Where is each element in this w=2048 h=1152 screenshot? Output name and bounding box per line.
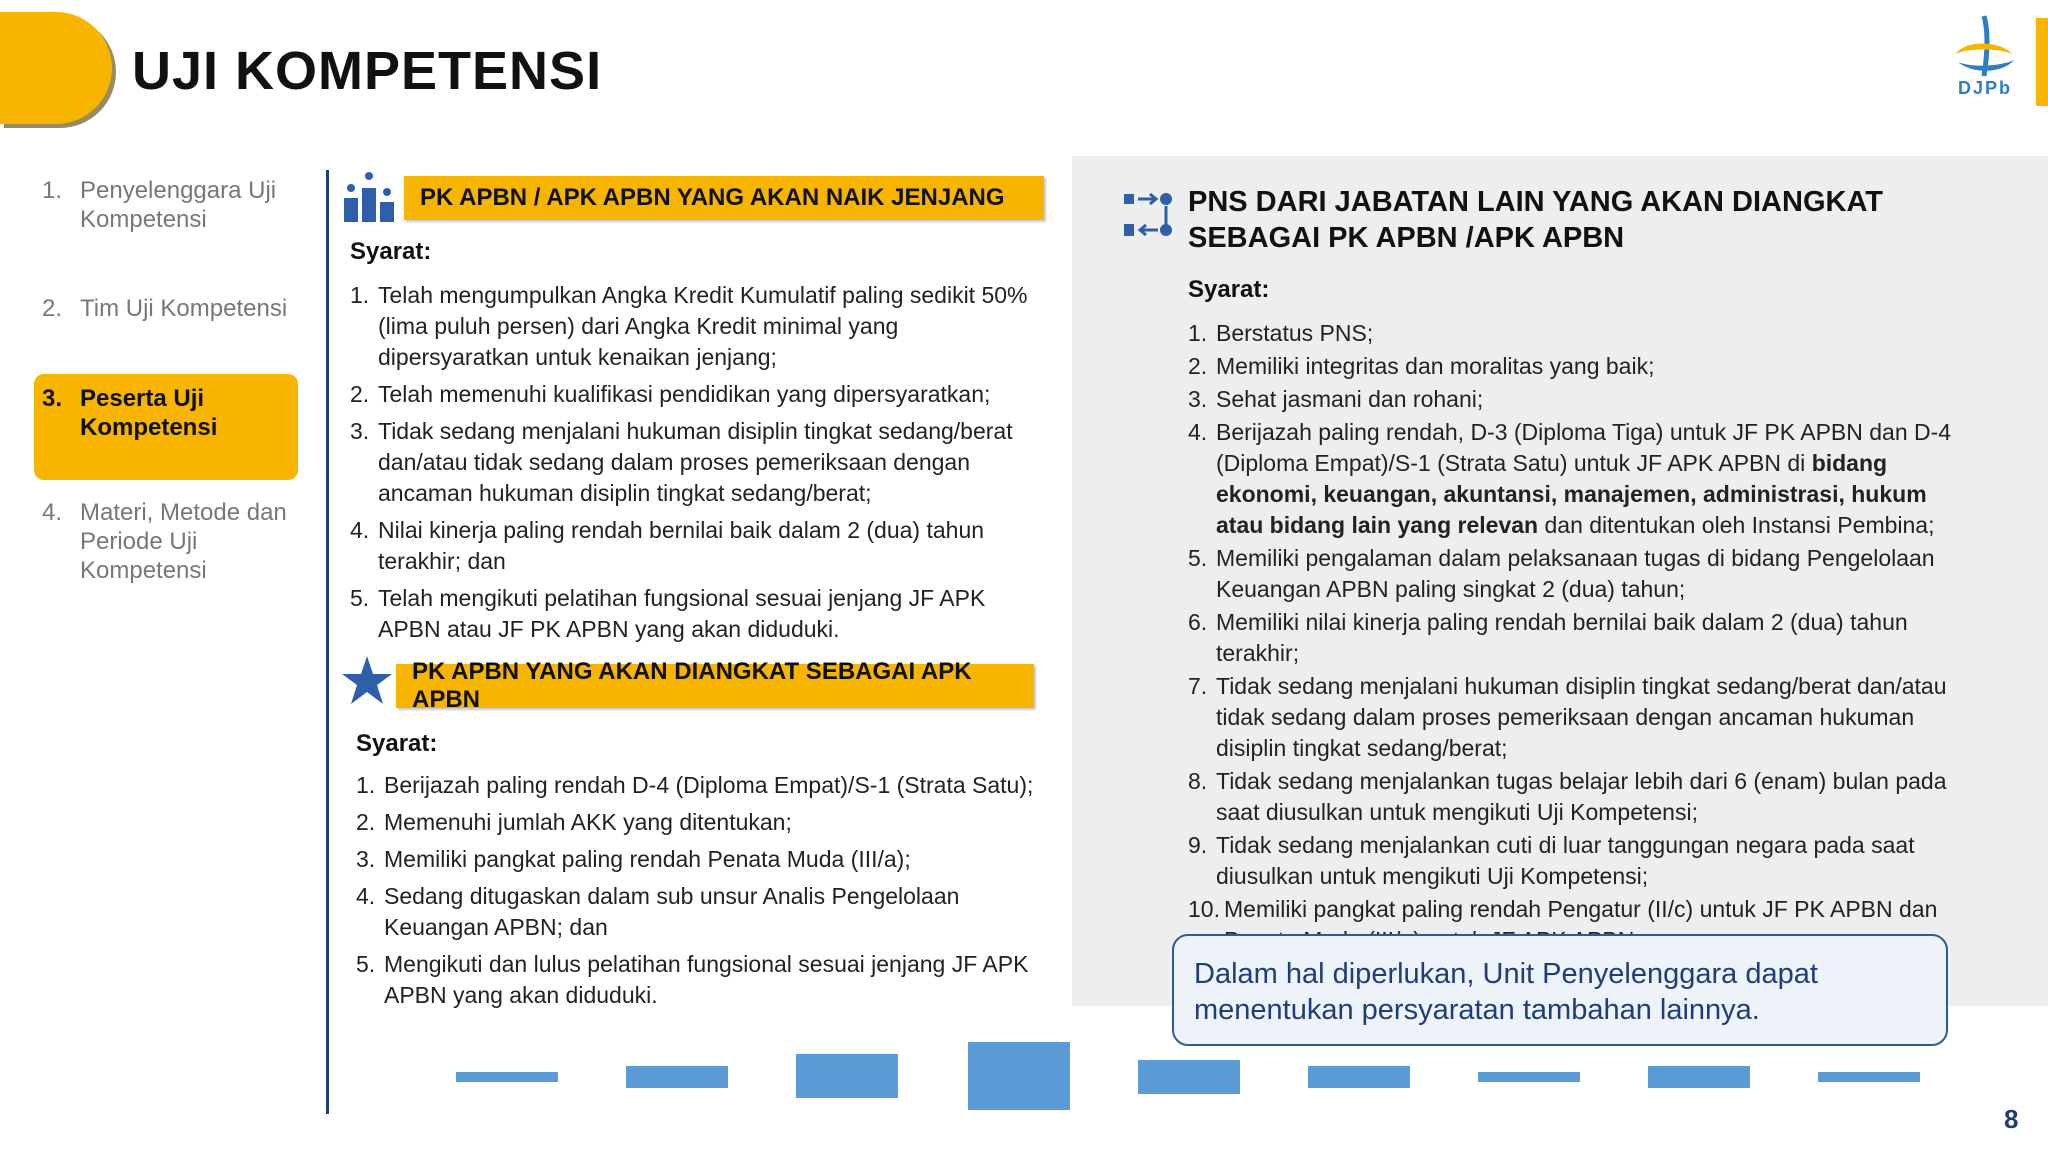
decorative-bar	[1138, 1060, 1240, 1094]
nav-item-number: 1.	[42, 177, 63, 204]
nav-item-number: 3.	[42, 385, 63, 412]
nav-item-penyelenggara[interactable]	[42, 176, 292, 234]
list-item: 8. Tidak sedang menjalankan tugas belajar lebih dari 6 (enam) bulan pada saat diusulkan untuk mengikuti Uji Kompetensi;	[1188, 768, 1947, 825]
list-item: 2. Memiliki integritas dan moralitas yang baik;	[1188, 353, 1655, 379]
nav-item-number: 4.	[42, 499, 63, 526]
decorative-bar	[1818, 1072, 1920, 1082]
requirements-list-jabatan-lain	[1188, 318, 1966, 958]
nav-item-peserta[interactable]	[34, 374, 298, 480]
list-item: 10. Memiliki pangkat paling rendah Pengatur (II/c) untuk JF PK APBN dan	[1188, 896, 1938, 922]
syarat-label: Syarat:	[356, 730, 438, 757]
decorative-bar	[1478, 1072, 1580, 1082]
list-item: 5. Memiliki pengalaman dalam pelaksanaan tugas di bidang Pengelolaan Keuangan APBN paling singkat 2 (dua) tahun;	[1188, 545, 1935, 602]
list-item: 2. Telah memenuhi kualifikasi pendidikan yang dipersyaratkan;	[350, 381, 991, 407]
nav-item-label: Penyelenggara Uji Kompetensi	[80, 177, 277, 233]
star-icon	[340, 654, 394, 706]
list-item: 5. Mengikuti dan lulus pelatihan fungsional sesuai jenjang JF APK APBN yang akan diduduki.	[356, 951, 1029, 1008]
nav-item-label: Peserta Uji Kompetensi	[80, 385, 218, 441]
header-accent-tab	[0, 12, 112, 124]
list-item: 4. Sedang ditugaskan dalam sub unsur Analis Pengelolaan Keuangan APBN; dan	[356, 883, 960, 940]
vertical-divider	[326, 170, 329, 1114]
decorative-bar	[626, 1066, 728, 1088]
decorative-bar	[1308, 1066, 1410, 1088]
nav-item-label: Tim Uji Kompetensi	[80, 295, 288, 322]
page-number: 8	[2004, 1104, 2019, 1134]
list-item: 5. Telah mengikuti pelatihan fungsional sesuai jenjang JF APK APBN atau JF PK APBN yang akan diduduki.	[350, 585, 986, 642]
requirements-list-diangkat-apk	[356, 770, 1036, 1017]
list-item: 1. Berijazah paling rendah D-4 (Diploma Empat)/S-1 (Strata Satu);	[356, 772, 1034, 798]
list-item: 9. Tidak sedang menjalankan cuti di luar tanggungan negara pada saat diusulkan untuk mengikuti Uji Kompetensi;	[1188, 832, 1915, 889]
syarat-label: Syarat:	[350, 238, 432, 265]
list-item: 2. Memenuhi jumlah AKK yang ditentukan;	[356, 809, 792, 835]
list-item: 4. Nilai kinerja paling rendah bernilai baik dalam 2 (dua) tahun terakhir; dan	[350, 517, 985, 574]
list-item: 3. Sehat jasmani dan rohani;	[1188, 386, 1484, 412]
list-item: 4. Berijazah paling rendah, D-3 (Diploma Tiga) untuk JF PK APBN dan D-4 (Diploma Empat)/S-1 (Strata Satu) untuk JF APK APBN di bidang ekonomi, keuangan, akuntansi, manajemen, administrasi, hukum atau bidang lain yang relevan dan ditentukan oleh Instansi Pembina;	[1188, 419, 1952, 538]
nav-item-tim[interactable]	[42, 294, 292, 323]
decorative-bar	[796, 1054, 898, 1098]
page-title: UJI KOMPETENSI	[132, 41, 603, 101]
requirements-list-naik-jenjang	[350, 280, 1030, 651]
list-item: 1. Berstatus PNS;	[1188, 320, 1374, 346]
section-header-diangkat-apk: PK APBN YANG AKAN DIANGKAT SEBAGAI APK APBN	[396, 664, 1034, 708]
list-item: 6. Memiliki nilai kinerja paling rendah bernilai baik dalam 2 (dua) tahun terakhir;	[1188, 609, 1908, 666]
nav-item-label: Materi, Metode dan Periode Uji Kompetensi	[80, 499, 287, 584]
logo-text: DJPb	[1958, 78, 2013, 98]
transfer-flow-icon	[1122, 186, 1176, 246]
list-item: 1. Telah mengumpulkan Angka Kredit Kumulatif paling sedikit 50% (lima puluh persen) dari Angka Kredit minimal yang dipersyaratkan untuk kenaikan jenjang;	[350, 282, 1028, 370]
decorative-bar	[456, 1072, 558, 1082]
section-title-jabatan-lain: PNS DARI JABATAN LAIN YANG AKAN DIANGKAT SEBAGAI PK APBN /APK APBN	[1188, 186, 1883, 254]
podium-people-icon	[342, 170, 396, 222]
right-accent-bar	[2036, 18, 2048, 106]
syarat-label: Syarat:	[1188, 276, 1270, 303]
nav-item-number: 2.	[42, 295, 63, 322]
note-box: Dalam hal diperlukan, Unit Penyelenggara dapat menentukan persyaratan tambahan lainnya.	[1172, 934, 1948, 1046]
decorative-bar	[1648, 1066, 1750, 1088]
section-header-naik-jenjang: PK APBN / APK APBN YANG AKAN NAIK JENJANG	[404, 176, 1044, 220]
list-item: 7. Tidak sedang menjalani hukuman disiplin tingkat sedang/berat dan/atau tidak sedang dalam proses pemeriksaan dengan ancaman hukuman disiplin tingkat sedang/berat;	[1188, 673, 1947, 761]
decorative-bar	[968, 1042, 1070, 1110]
nav-item-materi[interactable]	[42, 498, 292, 585]
list-item: 3. Memiliki pangkat paling rendah Penata Muda (III/a);	[356, 846, 911, 872]
list-item: 3. Tidak sedang menjalani hukuman disiplin tingkat sedang/berat dan/atau tidak sedang dalam proses pemeriksaan dengan ancaman hukuman disiplin tingkat sedang/berat;	[350, 418, 1013, 506]
